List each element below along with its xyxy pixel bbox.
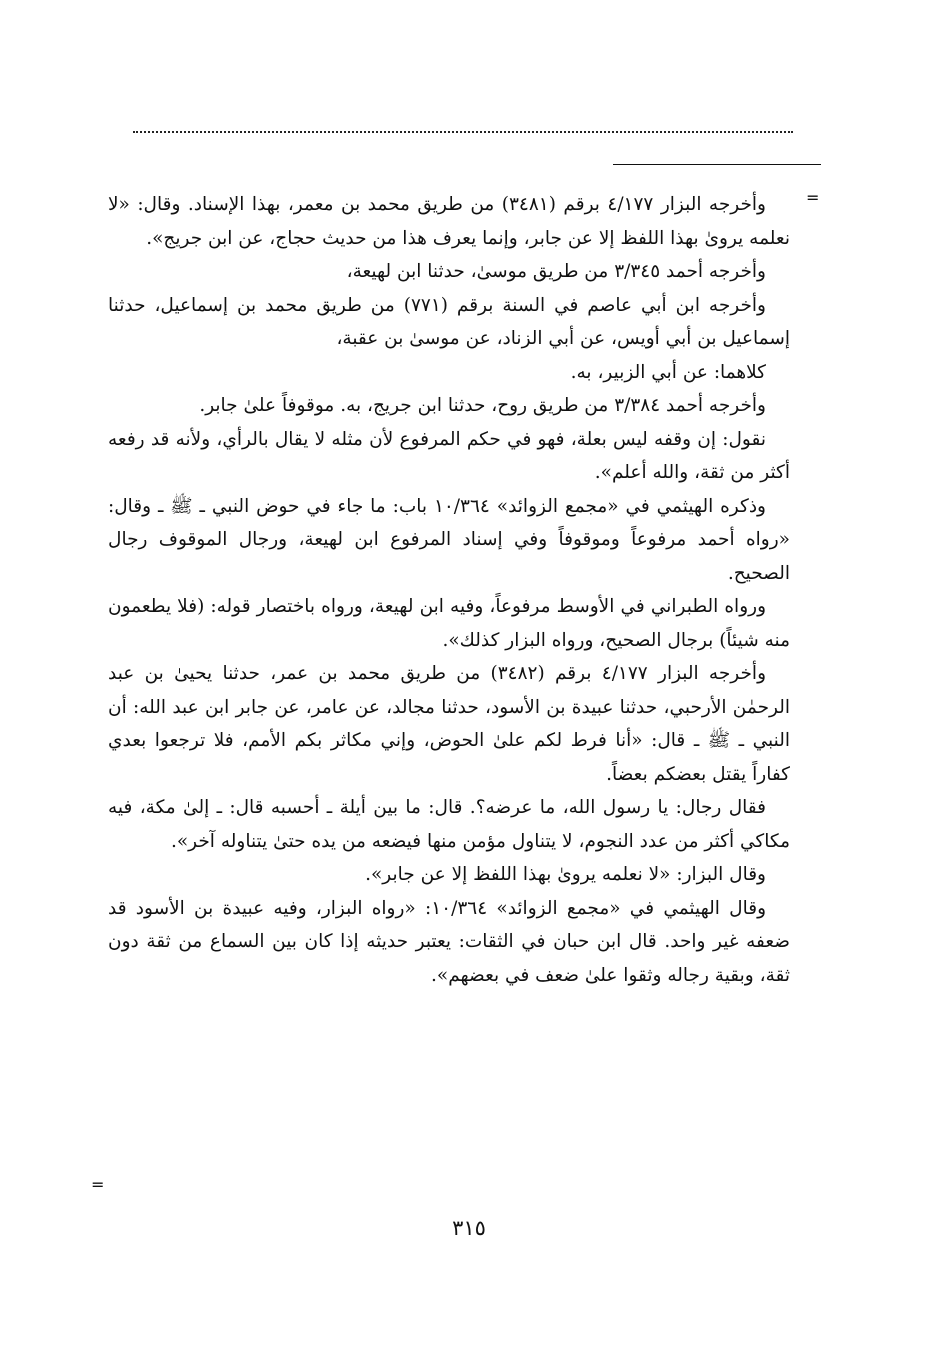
footnote-paragraph-7: وذكره الهيثمي في «مجمع الزوائد» ١٠/٣٦٤ باب: ما جاء في حوض النبي ـ ﷺ ـ وقال: «رواه أحمد مرفوعاً وموقوفاً وفي إسناد المرفوع ابن لهيعة، ورجال الموقوف رجال الصحيح.: [108, 495, 790, 584]
footnote-paragraph-9: وأخرجه البزار ٤/١٧٧ برقم (٣٤٨٢) من طريق محمد بن عمر، حدثنا يحيىٰ بن عبد الرحمٰن الأرحبي، حدثنا عبيدة بن الأسود، حدثنا مجالد، عن عامر، عن جابر ابن عبد الله: أن النبي ـ ﷺ ـ قال: «أنا فرط لكم علىٰ الحوض، وإني مكاثر بكم الأمم، فلا ترجعوا بعدي كفاراً يقتل بعضكم بعضاً.: [108, 663, 790, 785]
footnote-text: [108, 188, 790, 992]
footnote-paragraph-1: وأخرجه البزار ٤/١٧٧ برقم (٣٤٨١) من طريق محمد بن معمر، بهذا الإسناد. وقال: «لا نعلمه يروىٰ بهذا اللفظ إلا عن جابر، وإنما يعرف هذا من حديث حجاج، عن ابن جريج».: [108, 194, 790, 249]
continuation-mark-bottom: =: [91, 1175, 105, 1194]
footnote-paragraph-3: وأخرجه ابن أبي عاصم في السنة برقم (٧٧١) من طريق محمد بن إسماعيل، حدثنا إسماعيل بن أبي أويس، عن أبي الزناد، عن موسىٰ بن عقبة،: [108, 294, 790, 349]
footnote-paragraph-12: وقال الهيثمي في «مجمع الزوائد» ١٠/٣٦٤: «رواه البزار، وفيه عبيدة بن الأسود قد ضعفه غير واحد. قال ابن حبان في الثقات: يعتبر حديثه إذا كان بين السماع من ثقة دون ثقة، وبقية رجاله وثقوا علىٰ ضعف في بعضهم».: [108, 897, 790, 986]
footnote-paragraph-2: وأخرجه أحمد ٣/٣٤٥ من طريق موسىٰ، حدثنا ابن لهيعة،: [346, 261, 766, 282]
top-dotted-separator: [133, 131, 793, 133]
page-number: ٣١٥: [452, 1216, 486, 1240]
continuation-mark-top: =: [806, 188, 820, 207]
footnote-paragraph-5: وأخرجه أحمد ٣/٣٨٤ من طريق روح، حدثنا ابن جريج، به. موقوفاً علىٰ جابر.: [199, 395, 766, 416]
footnote-paragraph-4: كلاهما: عن أبي الزبير، به.: [570, 361, 766, 383]
footnote-paragraph-8: ورواه الطبراني في الأوسط مرفوعاً، وفيه ابن لهيعة، ورواه باختصار قوله: (فلا يطعمون منه شيئاً) برجال الصحيح، ورواه البزار كذلك».: [108, 596, 790, 651]
footnote-separator-line: [613, 164, 821, 165]
footnote-paragraph-6: نقول: إن وقفه ليس بعلة، فهو في حكم المرفوع لأن مثله لا يقال بالرأي، ولأنه قد رفعه أكثر من ثقة، والله أعلم».: [108, 428, 790, 483]
footnote-paragraph-11: وقال البزار: «لا نعلمه يروىٰ بهذا اللفظ إلا عن جابر».: [365, 864, 766, 885]
footnote-paragraph-10: فقال رجال: يا رسول الله، ما عرضه؟. قال: ما بين أيلة ـ أحسبه قال: ـ إلىٰ مكة، فيه مكاكي أكثر من عدد النجوم، لا يتناول مؤمن منها فيضعه من يده حتىٰ يتناوله آخر».: [108, 797, 790, 852]
